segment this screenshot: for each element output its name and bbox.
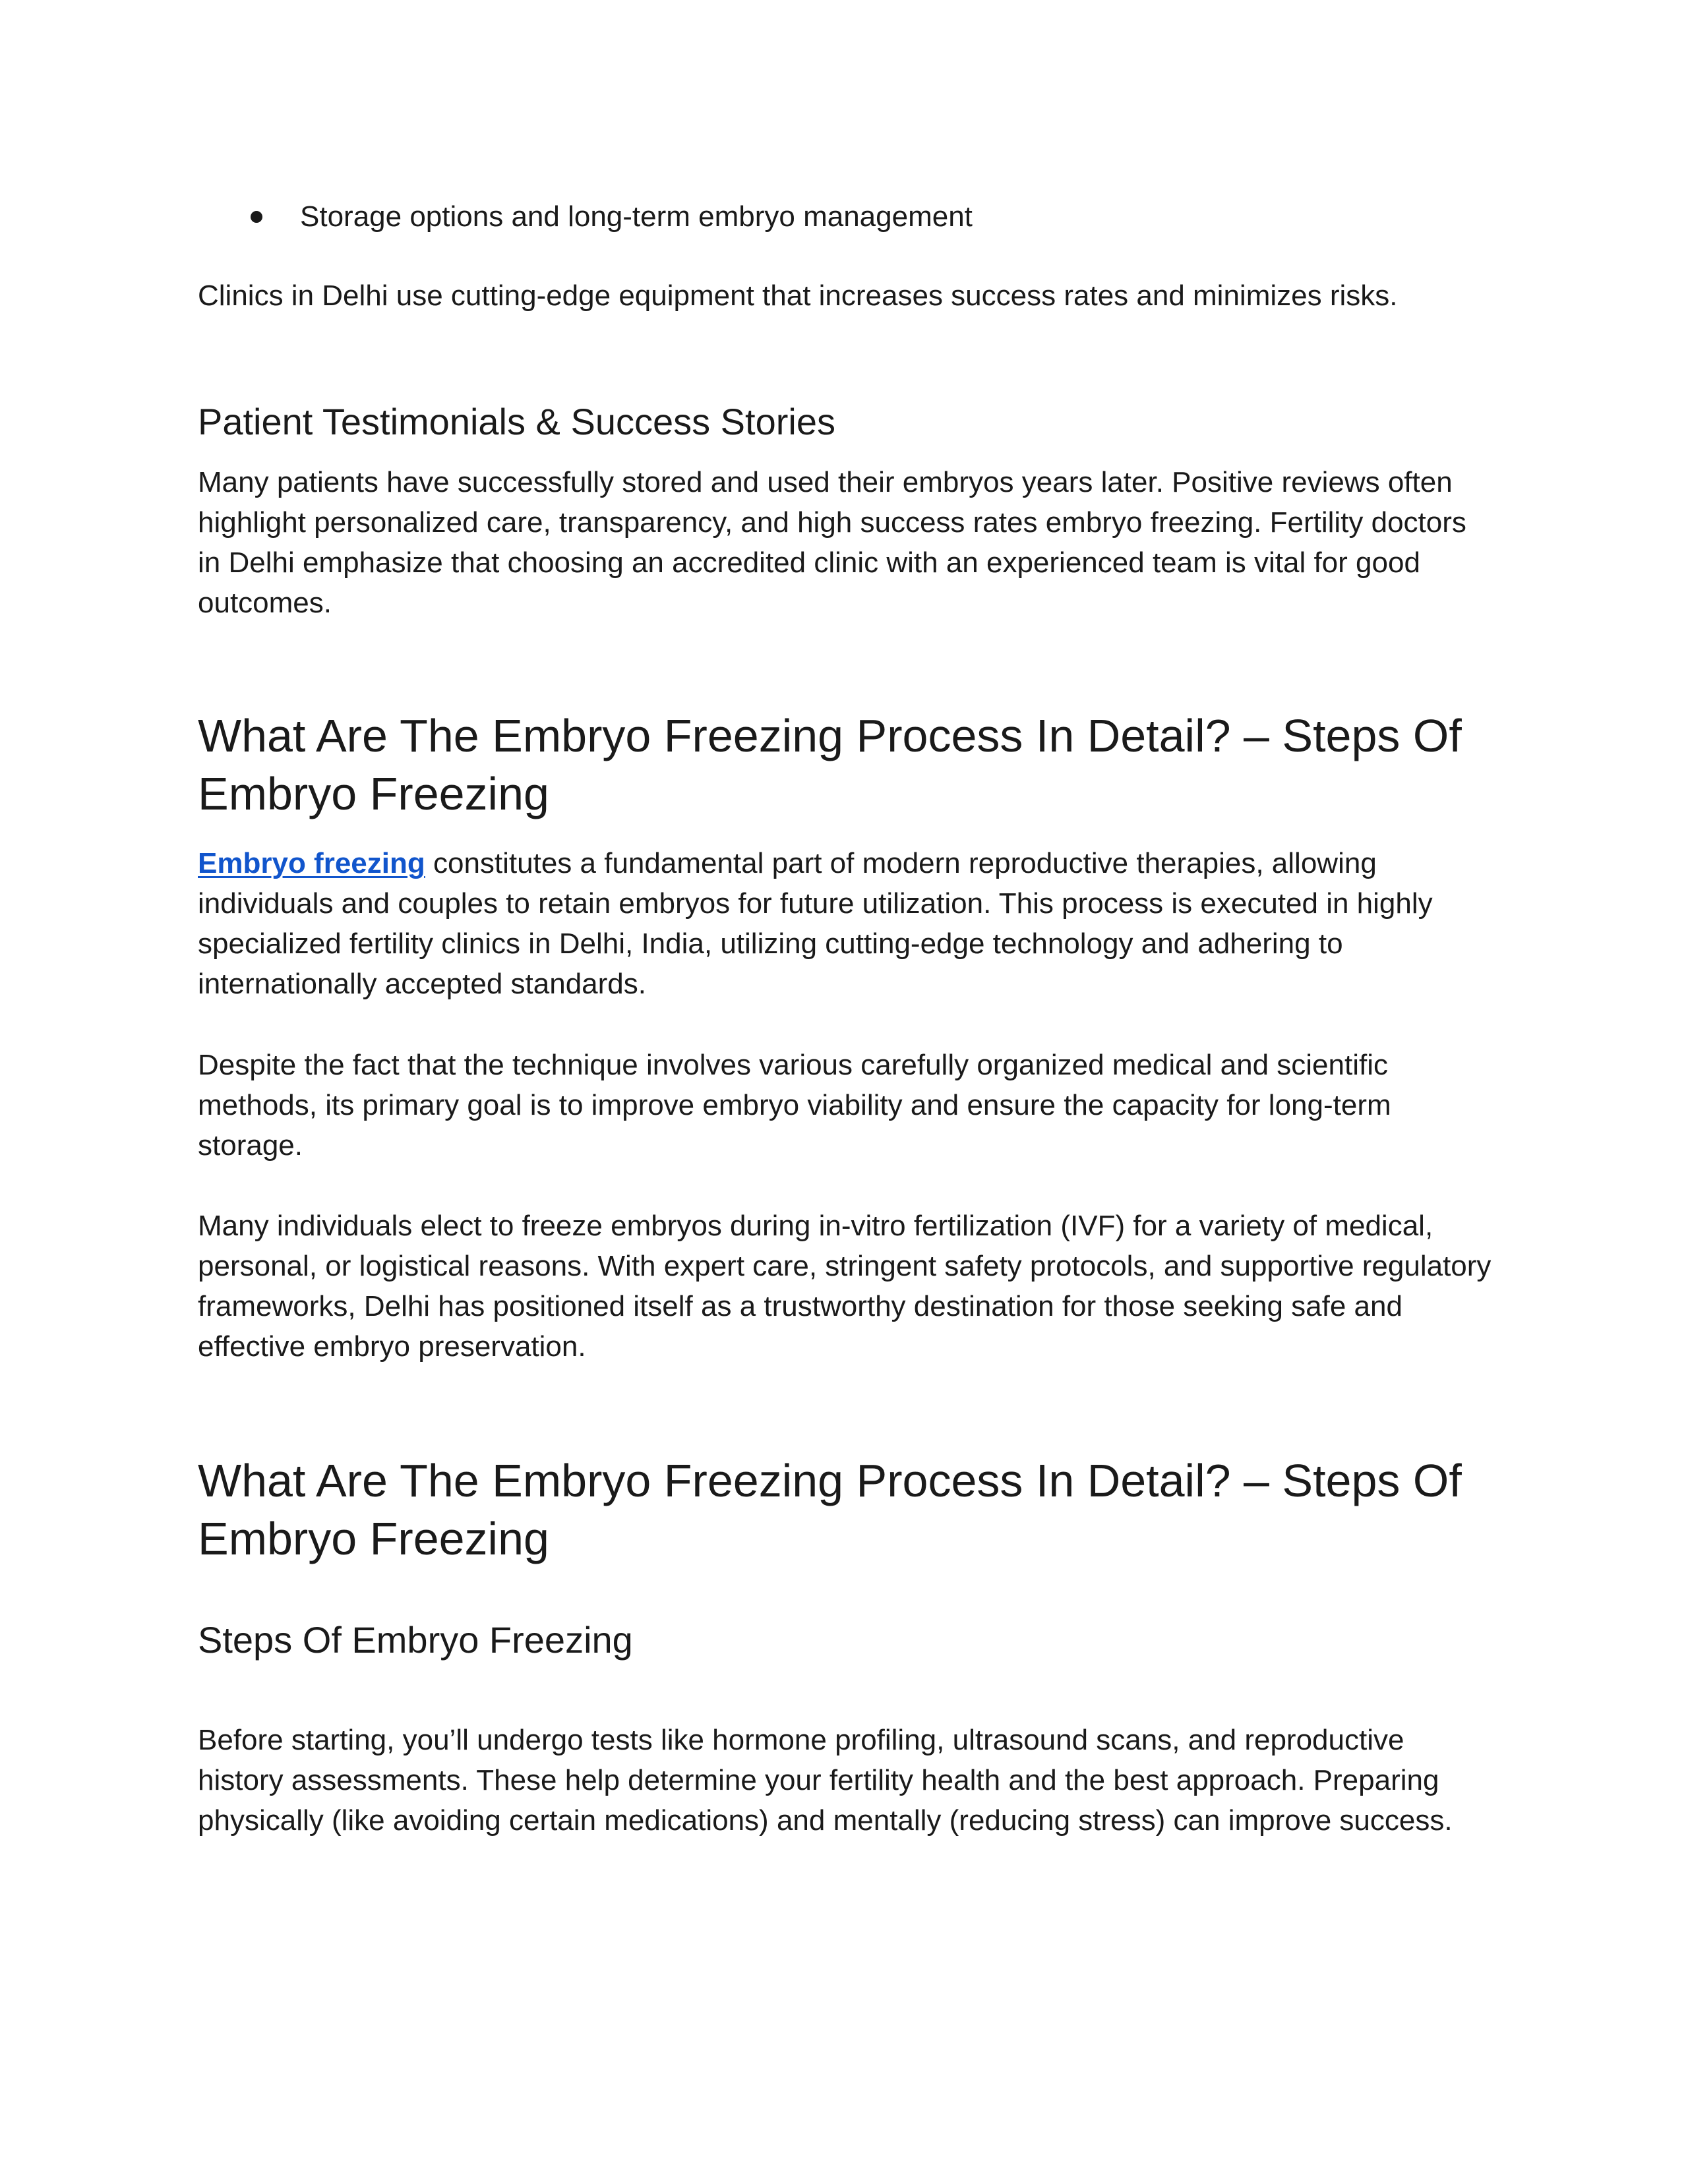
embryo-freezing-paragraph [198, 843, 1497, 1004]
embryo-freezing-paragraph-text: constitutes a fundamental part of modern reproductive therapies, allowing individuals and couples to retain embryos for future utilization. This process is executed in highly specialized fertility clinics in Delhi, India, utilizing cutting-edge technology and adhering to internationally accepted standards. [198, 847, 1433, 1000]
bullet-icon [251, 211, 262, 223]
section-heading-repeat: What Are The Embryo Freezing Process In Detail? – Steps Of Embryo Freezing [198, 1455, 1462, 1564]
embryo-freezing-link[interactable]: Embryo freezing [198, 847, 425, 879]
preparation-paragraph: Before starting, you’ll undergo tests like hormone profiling, ultrasound scans, and reproductive history assessments. These help determine your fertility health and the best approach. Preparing physically (like avoiding certain medications) and mentally (reducing stress) can improve success. [198, 1724, 1453, 1837]
section-heading: What Are The Embryo Freezing Process In Detail? – Steps Of Embryo Freezing [198, 710, 1462, 819]
intro-paragraph: Clinics in Delhi use cutting-edge equipment that increases success rates and minimizes risks. [198, 280, 1398, 312]
ivf-paragraph: Many individuals elect to freeze embryos during in-vitro fertilization (IVF) for a variety of medical, personal, or logistical reasons. With expert care, stringent safety protocols, and supportive regulatory frameworks, Delhi has positioned itself as a trustworthy destination for those seeking safe and effective embryo preservation. [198, 1210, 1492, 1363]
technique-paragraph: Despite the fact that the technique involves various carefully organized medical and scientific methods, its primary goal is to improve embryo viability and ensure the capacity for long-term storage. [198, 1049, 1391, 1162]
bullet-list-item [198, 196, 973, 237]
steps-subheading: Steps Of Embryo Freezing [198, 1619, 633, 1661]
bullet-text: Storage options and long-term embryo management [300, 200, 973, 233]
testimonials-heading: Patient Testimonials & Success Stories [198, 401, 835, 442]
testimonials-paragraph: Many patients have successfully stored and used their embryos years later. Positive reviews often highlight personalized care, transparency, and high success rates embryo freezing. Fertility doctors in Delhi emphasize that choosing an accredited clinic with an experienced team is vital for good outcomes. [198, 466, 1466, 619]
